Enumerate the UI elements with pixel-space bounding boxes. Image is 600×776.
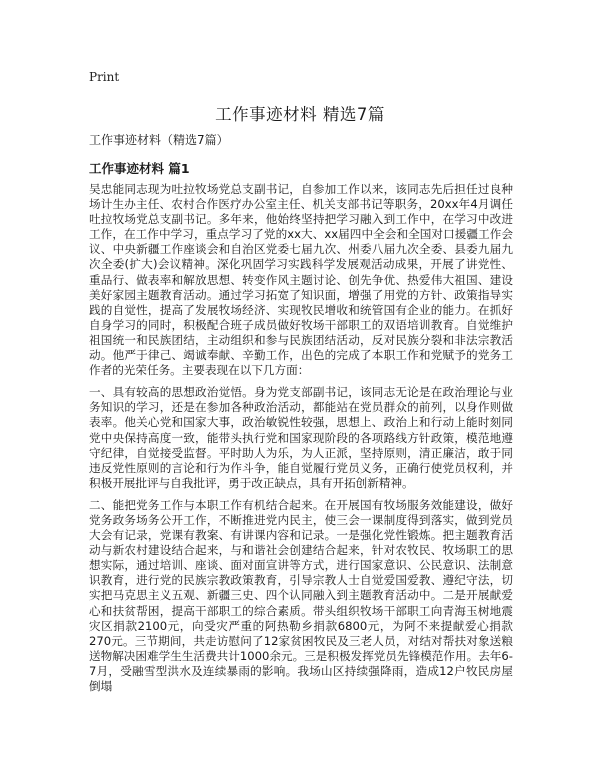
paragraph-political-awareness: 一、具有较高的思想政治觉悟。身为党支部副书记，该同志无论是在政治理论与业务知识的学习，还是在参加各种政治活动，都能站在党员群众的前列，以身作则做表率。他关心党和国家大事，政治敏锐性较强，思想上、政治上和行动上能时刻同党中央保持高度一致，能带头执行党和国家现阶段的各项路线方针政策，模范地遵守纪律，自觉接受监督。平时助人为乐，为人正派，坚持原则，清正廉洁，敢于同违反党性原则的言论和行为作斗争，能自觉履行党员义务，正确行使党员权利，并积极开展批评与自我批评，勇于改正缺点，具有开拓创新精神。: [89, 385, 513, 490]
paragraph-party-work: 二、能把党务工作与本职工作有机结合起来。在开展国有牧场服务效能建设，做好党务政务场务公开工作，不断推进党内民主，使三会一课制度得到落实，做到党员大会有记录，党课有教案、有讲课内容和记录。一是强化党性锻炼。把主题教育活动与新农村建设结合起来，与和谐社会创建结合起来，针对农牧民、牧场职工的思想实际，通过培训、座谈、面对面宣讲等方式，进行国家意识、公民意识、法制意识教育，进行党的民族宗教政策教育，引导宗教人士自觉爱国爱教、遵纪守法，切实把马克思主义五观、新疆三史、四个认同融入到主题教育活动中。二是开展献爱心和扶贫帮困，提高干部职工的综合素质。带头组织牧场干部职工向青海玉树地震灾区捐款2100元，向受灾严重的阿热勒乡捐款6800元，为阿不来提献爱心捐款270元。三节期间，共走访慰问了12家贫困牧民及三老人员，对结对帮扶对象送粮送物解决困难学生生活费共计1000余元。三是积极发挥党员先锋模范作用。去年6-7月，受融雪型洪水及连续暴雨的影响。我场山区持续强降雨，造成12户牧民房屋倒塌: [89, 497, 513, 693]
print-link[interactable]: Print: [89, 70, 120, 84]
document-subtitle: 工作事迹材料（精选7篇）: [89, 133, 229, 147]
page-title: 工作事迹材料 精选7篇: [215, 105, 385, 124]
section-heading: 工作事迹材料 篇1: [89, 161, 190, 176]
paragraph-intro: 吴忠能同志现为吐拉牧场党总支副书记，自参加工作以来，该同志先后担任过良种场计生办主任、农村合作医疗办公室主任、机关支部书记等职务，20xx年4月调任吐拉牧场党总支副书记。多年来，他始终坚持把学习融入到工作中，在学习中改进工作，在工作中学习，重点学习了党的xx大、xx届四中全会和全国对口援疆工作会议、中央新疆工作座谈会和自治区党委七届九次、州委八届九次全委、县委九届九次全委(扩大)会议精神。深化巩固学习实践科学发展观活动成果，开展了讲党性、重品行、做表率和解放思想、转变作风主题讨论、创先争优、热爱伟大祖国、建设美好家园主题教育活动。通过学习拓宽了知识面，增强了用党的方针、政策指导实践的自觉性，提高了发展牧场经济、实现牧民增收和统管国有企业的能力。在抓好自身学习的同时，积极配合班子成员做好牧场干部职工的双语培训教育。自觉维护祖国统一和民族团结，主动组织和参与民族团结活动，反对民族分裂和非法宗教活动。他严于律己、竭诚奉献、辛勤工作，出色的完成了本职工作和党赋予的党务工作者的光荣任务。主要表现在以下几方面：: [89, 182, 513, 378]
document-body: [89, 182, 513, 701]
